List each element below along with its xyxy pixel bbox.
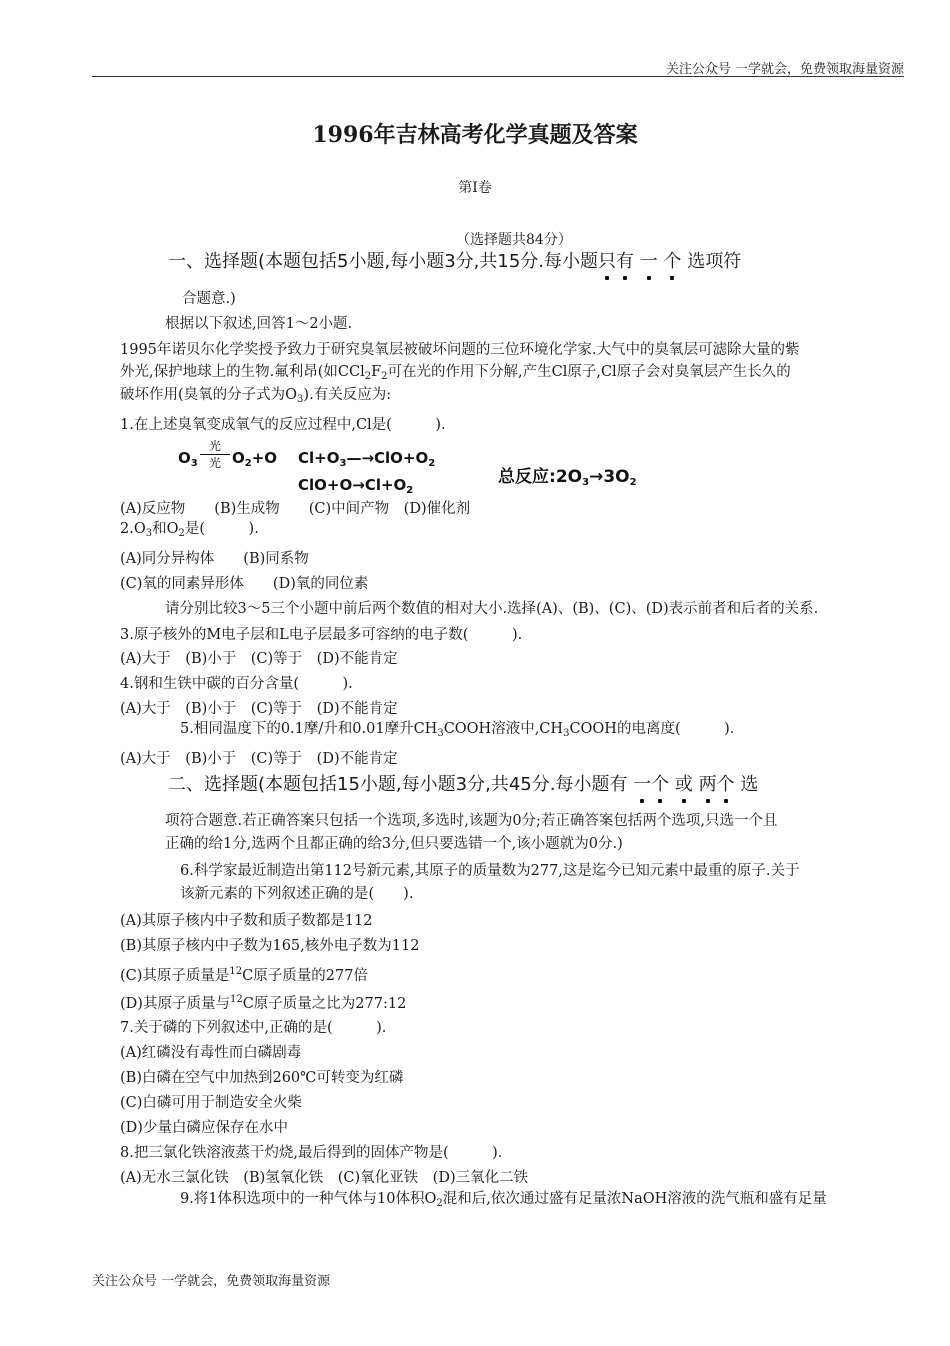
question-7-stem: 7.关于磷的下列叙述中,正确的是( ). bbox=[120, 1020, 387, 1036]
emphasis-char: 个 bbox=[717, 770, 735, 796]
emphasis-char: 一 bbox=[633, 770, 651, 796]
section1-heading-tail: 选项符 bbox=[687, 251, 742, 272]
section2-line: 正确的给1分,选两个且都正确的给3分,但只要选错一个,该小题就为0分.) bbox=[165, 836, 623, 852]
question-2-options: (C)氧的同素异形体 (D)氧的同位素 bbox=[120, 576, 369, 592]
passage-line: 破坏作用(臭氧的分子式为$O_3$).有关反应为: bbox=[120, 387, 392, 405]
question-6-option-c: (C)其原子质量是$^{12}$C原子质量的277倍 bbox=[120, 966, 368, 984]
emphasis-char: 或 bbox=[675, 770, 693, 796]
question-3-stem: 3.原子核外的M电子层和L电子层最多可容纳的电子数( ). bbox=[120, 627, 523, 643]
emphasis-char: 一 bbox=[640, 247, 658, 273]
passage-line: 外光,保护地球上的生物.氟利昂(如$CCl_2F_2$可在光的作用下分解,产生Cl原子,Cl原子会对臭氧层产生长久的 bbox=[120, 364, 791, 382]
question-7-option-d: (D)少量白磷应保存在水中 bbox=[120, 1120, 288, 1136]
question-9-stem: 9.将1体积选项中的一种气体与10体积$O_2$混和后,依次通过盛有足量浓NaOH溶液的洗气瓶和盛有足量 bbox=[180, 1191, 827, 1209]
total-reaction: 总反应$:2O_3\to 3O_2$ bbox=[498, 467, 637, 488]
question-8-options: (A)无水三氯化铁 (B)氢氧化铁 (C)氧化亚铁 (D)三氧化二铁 bbox=[120, 1170, 529, 1186]
question-8-stem: 8.把三氯化铁溶液蒸干灼烧,最后得到的固体产物是( ). bbox=[120, 1145, 503, 1161]
section1-heading-lead: 一、选择题(本题包括5小题,每小题3分,共15分.每小题 bbox=[168, 251, 598, 272]
page-footer-text: 关注公众号 一学就会，免费领取海量资源 bbox=[92, 1274, 331, 1289]
equation-1-products: $O_2+O$ bbox=[232, 449, 278, 469]
question-7-option-c: (C)白磷可用于制造安全火柴 bbox=[120, 1095, 302, 1111]
score-note: （选择题共84分） bbox=[456, 232, 572, 248]
page-header-text: 关注公众号 一学就会，免费领取海量资源 bbox=[665, 62, 904, 77]
section2-heading-lead: 二、选择题(本题包括15小题,每小题3分,共45分.每小题有 bbox=[168, 774, 628, 795]
section2-heading-tail: 选 bbox=[740, 774, 759, 795]
question-6-option-d: (D)其原子质量与$^{12}$C原子质量之比为277:12 bbox=[120, 994, 407, 1012]
emphasis-char: 个 bbox=[663, 247, 681, 273]
question-4-stem: 4.钢和生铁中碳的百分含量( ). bbox=[120, 676, 353, 692]
equation-2: $Cl+O_3—\to ClO+O_2$ bbox=[298, 449, 436, 469]
emphasis-char: 两 bbox=[699, 770, 717, 796]
passage-line: 1995年诺贝尔化学奖授予致力于研究臭氧层被破坏问题的三位环境化学家.大气中的臭氧层可滤除大量的紫 bbox=[120, 342, 800, 358]
section1-heading-cont: 合题意.) bbox=[182, 291, 236, 307]
question-4-options: (A)大于 (B)小于 (C)等于 (D)不能肯定 bbox=[120, 701, 398, 717]
emphasis-char: 有 bbox=[616, 247, 634, 273]
equation-1-arrow: 光 光 bbox=[200, 439, 230, 470]
question-5-options: (A)大于 (B)小于 (C)等于 (D)不能肯定 bbox=[120, 751, 398, 767]
intro-text: 根据以下叙述,回答1～2小题. bbox=[165, 316, 353, 332]
question-6-stem: 6.科学家最近制造出第112号新元素,其原子的质量数为277,这是迄今已知元素中最重的原子.关于 bbox=[180, 863, 800, 879]
question-2-stem: $2.O_3$和$O_2$是( ). bbox=[120, 521, 259, 539]
question-7-option-a: (A)红磷没有毒性而白磷剧毒 bbox=[120, 1045, 302, 1061]
equation-1: $O_3$ bbox=[178, 449, 198, 469]
question-1-options: (A)反应物 (B)生成物 (C)中间产物 (D)催化剂 bbox=[120, 501, 471, 517]
volume-label: 第Ⅰ卷 bbox=[458, 180, 492, 196]
question-2-options: (A)同分异构体 (B)同系物 bbox=[120, 551, 309, 567]
section2-heading bbox=[168, 770, 758, 796]
question-6-option-a: (A)其原子核内中子数和质子数都是112 bbox=[120, 913, 373, 929]
question-6-stem-cont: 该新元素的下列叙述正确的是( ). bbox=[180, 886, 414, 902]
question-7-option-b: (B)白磷在空气中加热到260℃可转变为红磷 bbox=[120, 1070, 404, 1086]
page-title: 1996年吉林高考化学真题及答案 bbox=[312, 122, 638, 148]
emphasis-char: 只 bbox=[598, 247, 616, 273]
section1-heading bbox=[168, 247, 741, 273]
emphasis-char: 个 bbox=[651, 770, 669, 796]
section2-line: 项符合题意.若正确答案只包括一个选项,多选时,该题为0分;若正确答案包括两个选项,只选一个且 bbox=[165, 813, 778, 829]
header-divider bbox=[92, 76, 904, 77]
equation-3: $ClO+O\to Cl+O_2$ bbox=[298, 476, 414, 496]
compare-intro: 请分别比较3～5三个小题中前后两个数值的相对大小.选择(A)、(B)、(C)、(D)表示前者和后者的关系. bbox=[165, 601, 819, 617]
question-5-stem: 5.相同温度下的0.1摩/升和0.01摩升$CH_3COOH$溶液中$,CH_3COOH$的电离度( ). bbox=[180, 721, 735, 739]
question-1-stem: 1.在上述臭氧变成氧气的反应过程中,Cl是( ). bbox=[120, 417, 446, 433]
question-3-options: (A)大于 (B)小于 (C)等于 (D)不能肯定 bbox=[120, 651, 398, 667]
question-6-option-b: (B)其原子核内中子数为165,核外电子数为112 bbox=[120, 938, 420, 954]
